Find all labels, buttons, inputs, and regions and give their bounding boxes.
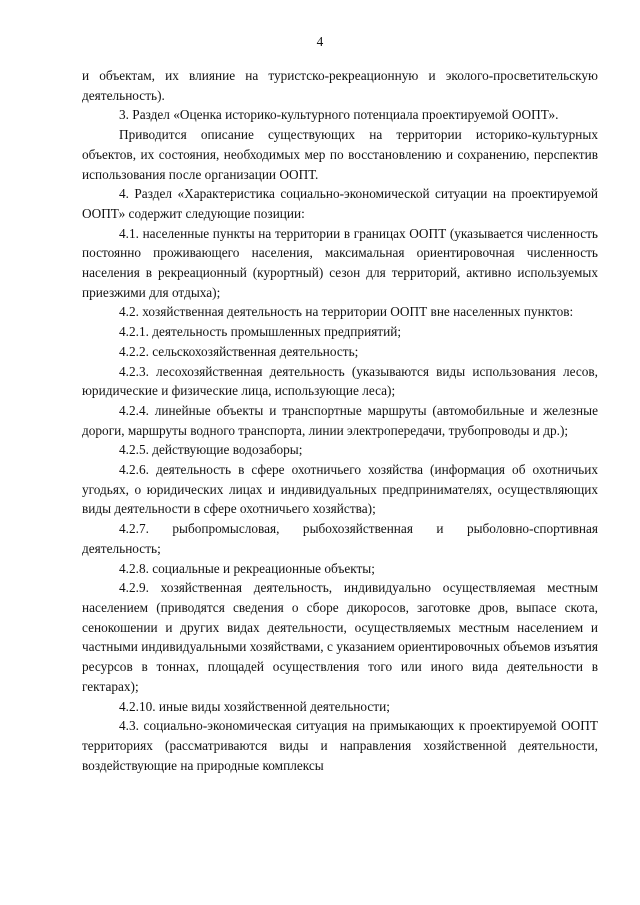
paragraph: Приводится описание существующих на территории историко-культурных объектов, их состояния, необходимых мер по восстановлению и сохранению, перспектив использования после организации ООПТ. (82, 127, 598, 182)
paragraph: 4.2.3. лесохозяйственная деятельность (указываются виды использования лесов, юридические и физические лица, использующие леса); (82, 363, 598, 399)
paragraph: 4.2.2. сельскохозяйственная деятельность; (119, 343, 359, 359)
page-number: 4 (316, 34, 324, 49)
paragraph: и объектам, их влияние на туристско-рекреационную и эколого-просветительскую деятельность). (82, 68, 598, 103)
paragraph: 4. Раздел «Характеристика социально-экономической ситуации на проектируемой ООПТ» содержит следующие позиции: (82, 186, 598, 221)
paragraph: 4.3. социально-экономическая ситуация на примыкающих к проектируемой ООПТ территориях (рассматриваются виды и направления хозяйственной деятельности, воздействующие на природные комплексы (82, 718, 598, 773)
paragraph: 4.2.10. иные виды хозяйственной деятельности; (119, 698, 390, 714)
paragraph: 4.2.8. социальные и рекреационные объекты; (119, 560, 375, 576)
paragraph: 4.2. хозяйственная деятельность на территории ООПТ вне населенных пунктов: (119, 304, 574, 320)
paragraph: 4.2.7. рыбопромысловая, рыбохозяйственная и рыболовно-спортивная деятельность; (82, 521, 598, 556)
paragraph: 3. Раздел «Оценка историко-культурного потенциала проектируемой ООПТ». (119, 107, 559, 123)
paragraph: 4.1. населенные пункты на территории в границах ООПТ (указывается численность постоянно проживающего населения, максимальная ориентировочная численность населения в рекреационный (курортный) сезон для территорий, активно используемых приезжими для отдыха); (82, 225, 598, 300)
paragraph: 4.2.9. хозяйственная деятельность, индивидуально осуществляемая местным населением (приводятся сведения о сборе дикоросов, заготовке дров, выпасе скота, сенокошении и других видах деятельности, осуществляемых местным населением и частными индивидуальными хозяйствами, с указанием ориентировочных объемов изъятия ресурсов в тоннах, площадей осуществления того или иного вида деятельности в гектарах); (82, 580, 598, 694)
paragraph: 4.2.6. деятельность в сфере охотничьего хозяйства (информация об охотничьих угодьях, о юридических лицах и индивидуальных предпринимателях, осуществляющих виды деятельности в сфере охотничьего хозяйства); (82, 462, 598, 517)
document-body (82, 66, 598, 775)
paragraph: 4.2.5. действующие водозаборы; (119, 442, 303, 458)
paragraph: 4.2.1. деятельность промышленных предприятий; (119, 324, 402, 340)
paragraph: 4.2.4. линейные объекты и транспортные маршруты (автомобильные и железные дороги, маршруты водного транспорта, линии электропередачи, трубопроводы и др.); (82, 402, 598, 438)
